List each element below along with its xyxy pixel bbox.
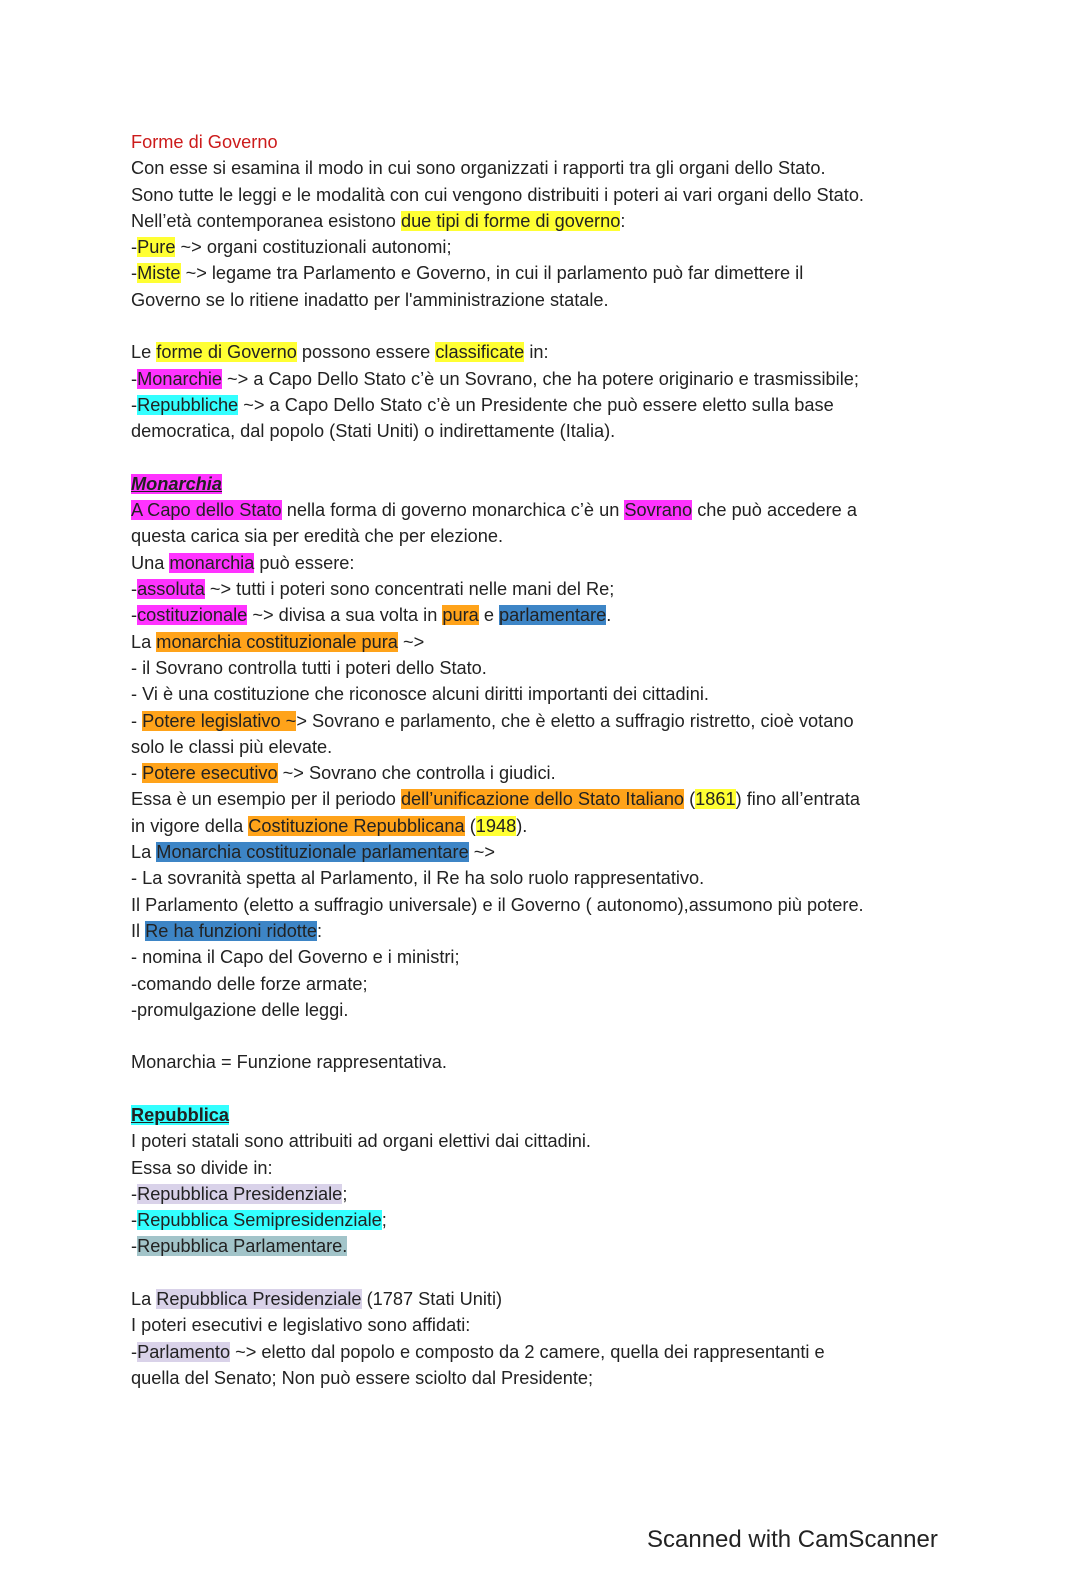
text-line: Essa è un esempio per il periodo dell’unificazione dello Stato Italiano (1861) fino all’entrata [131,789,860,810]
highlight-orange: monarchia costituzionale pura [156,631,398,652]
section-heading-repubblica: Repubblica [131,1104,230,1125]
list-item: -assoluta ~> tutti i poteri sono concentrati nelle mani del Re; [131,579,615,600]
list-item: - Vi è una costituzione che riconosce alcuni diritti importanti dei cittadini. [131,684,709,705]
highlight-lavender: Parlamento [137,1341,231,1362]
text-line: in vigore della Costituzione Repubblicana (1948). [131,815,528,836]
list-item: - il Sovrano controlla tutti i poteri dello Stato. [131,657,487,678]
highlight-magenta: assoluta [137,579,205,600]
text-line: Il Parlamento (eletto a suffragio universale) e il Governo ( autonomo),assumono più potere. [131,894,864,915]
highlight-magenta: Sovrano [624,500,693,521]
list-item: -comando delle forze armate; [131,973,368,994]
highlight-orange: Potere esecutivo [142,763,278,784]
text-line: Una monarchia può essere: [131,552,355,573]
list-item: -Pure ~> organi costituzionali autonomi; [131,237,452,258]
highlight-magenta: monarchia [169,552,255,573]
list-item: -Miste ~> legame tra Parlamento e Governo, in cui il parlamento può far dimettere il [131,263,804,284]
list-item: -Repubblica Presidenziale; [131,1183,348,1204]
text-line: La monarchia costituzionale pura ~> [131,631,425,652]
highlight-teal: Repubblica Parlamentare. [137,1236,348,1257]
highlight-blue: Re ha funzioni ridotte [145,920,318,941]
text-line: solo le classi più elevate. [131,736,333,757]
blank-line [131,1076,951,1102]
text-line: democratica, dal popolo (Stati Uniti) o indirettamente (Italia). [131,421,616,442]
highlight-blue: Monarchia costituzionale parlamentare [156,842,469,863]
highlight-yellow: Miste [137,263,181,284]
text-line: Con esse si esamina il modo in cui sono organizzati i rapporti tra gli organi dello Stato. [131,158,826,179]
blank-line [131,313,951,339]
highlight-orange: pura [442,605,479,626]
text-line: Il Re ha funzioni ridotte: [131,920,323,941]
text-line: quella del Senato; Non può essere sciolto dal Presidente; [131,1367,594,1388]
section-heading-monarchia: Monarchia [131,473,222,494]
document-body [131,129,951,1391]
text-line: Governo se lo ritiene inadatto per l'amministrazione statale. [131,289,609,310]
text-line: questa carica sia per eredità che per elezione. [131,526,504,547]
highlight-cyan: Repubbliche [137,394,239,415]
list-item: -Repubbliche ~> a Capo Dello Stato c’è un Presidente che può essere eletto sulla base [131,394,834,415]
text-line: La Monarchia costituzionale parlamentare ~> [131,842,495,863]
highlight-magenta: Monarchie [137,368,222,389]
list-item: -Repubblica Semipresidenziale; [131,1210,387,1231]
list-item: - nomina il Capo del Governo e i ministri; [131,947,460,968]
text-line: Monarchia = Funzione rappresentativa. [131,1052,447,1073]
list-item: -Parlamento ~> eletto dal popolo e composto da 2 camere, quella dei rappresentanti e [131,1341,825,1362]
highlight-yellow: 1948 [475,815,517,836]
highlight-magenta: A Capo dello Stato [131,500,282,521]
list-item: - Potere legislativo ~> Sovrano e parlamento, che è eletto a suffragio ristretto, cioè votano [131,710,854,731]
highlight-blue: parlamentare [499,605,607,626]
highlight-magenta: costituzionale [137,605,248,626]
text-line: I poteri esecutivi e legislativo sono affidati: [131,1315,471,1336]
text-line: I poteri statali sono attribuiti ad organi elettivi dai cittadini. [131,1131,591,1152]
blank-line [131,1023,951,1049]
highlight-yellow: Pure [137,237,176,258]
blank-line [131,445,951,471]
list-item: -promulgazione delle leggi. [131,999,349,1020]
text-line: Sono tutte le leggi e le modalità con cui vengono distribuiti i poteri ai vari organi dello Stato. [131,184,864,205]
text-line: Nell’età contemporanea esistono due tipi di forme di governo: [131,210,626,231]
list-item: - La sovranità spetta al Parlamento, il Re ha solo ruolo rappresentativo. [131,868,705,889]
text-line: A Capo dello Stato nella forma di governo monarchica c’è un Sovrano che può accedere a [131,500,857,521]
list-item: -Monarchie ~> a Capo Dello Stato c’è un Sovrano, che ha potere originario e trasmissibile; [131,368,859,389]
list-item: - Potere esecutivo ~> Sovrano che controlla i giudici. [131,763,556,784]
text-line: La Repubblica Presidenziale (1787 Stati Uniti) [131,1289,503,1310]
text-line: Le forme di Governo possono essere classificate in: [131,342,549,363]
list-item: -costituzionale ~> divisa a sua volta in pura e parlamentare. [131,605,612,626]
highlight-yellow: forme di Governo [156,342,297,363]
highlight-yellow: classificate [435,342,525,363]
document-title: Forme di Governo [131,132,278,152]
text-line: Essa so divide in: [131,1157,273,1178]
highlight-orange: Potere legislativo ~ [142,710,297,731]
highlight-cyan: Repubblica Semipresidenziale [137,1210,382,1231]
highlight-lavender: Repubblica Presidenziale [156,1289,362,1310]
highlight-orange: dell’unificazione dello Stato Italiano [400,789,685,810]
highlight-lavender: Repubblica Presidenziale [137,1183,343,1204]
highlight-yellow: due tipi di forme di governo [400,210,621,231]
highlight-orange: Costituzione Repubblicana [248,815,465,836]
list-item: -Repubblica Parlamentare. [131,1236,348,1257]
highlight-yellow: 1861 [695,789,736,810]
blank-line [131,1260,951,1286]
scanner-watermark: Scanned with CamScanner [647,1526,938,1553]
